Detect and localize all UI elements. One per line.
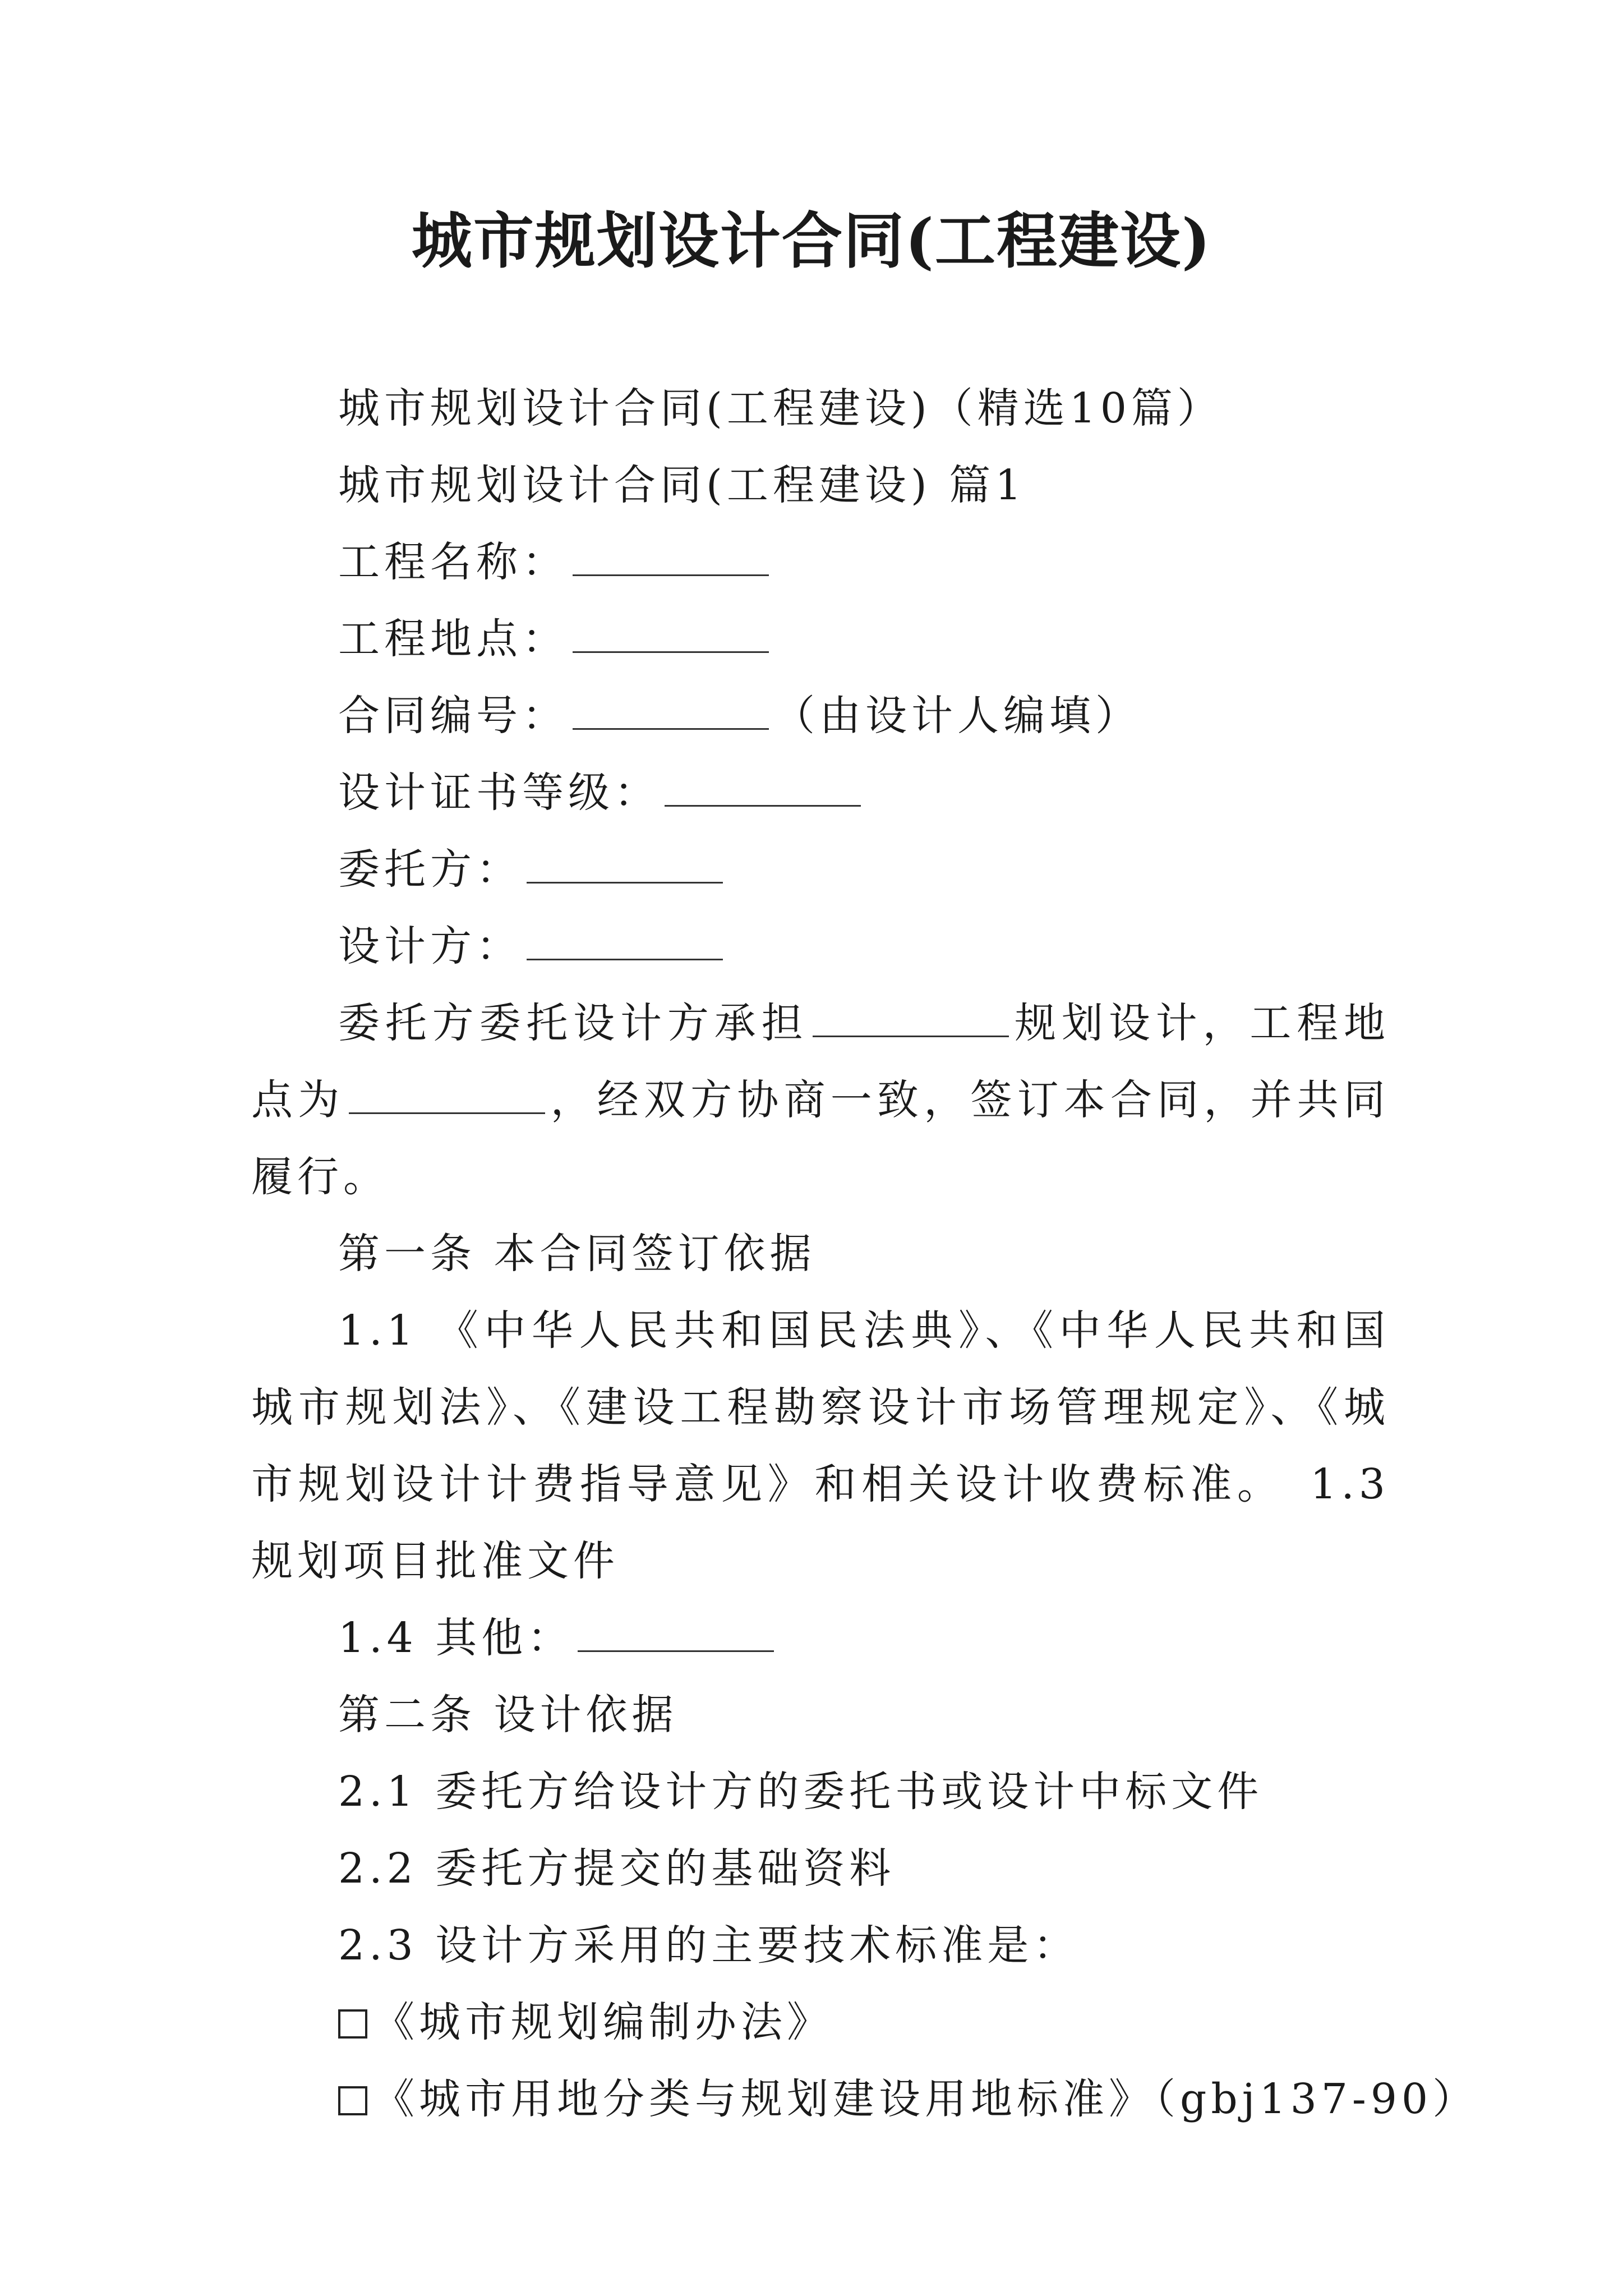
field-designer <box>251 908 1390 985</box>
paragraph-text: ，经双方协商一致，签订本合同，并共同履行。 <box>251 1076 1390 1201</box>
article-heading <box>251 1677 1390 1754</box>
checkbox-label: 《城市用地分类与规划建设用地标准》（gbj137-90） <box>373 2075 1479 2123</box>
field-client <box>251 831 1390 908</box>
fill-in-blank <box>573 619 769 653</box>
field-label: 设计方： <box>338 922 522 970</box>
field-label: 设计证书等级： <box>338 769 660 817</box>
paragraph-subtitle <box>251 370 1390 447</box>
document-body <box>251 370 1479 2138</box>
paragraph-commission <box>251 985 1390 1216</box>
fill-in-blank <box>813 1003 1009 1037</box>
paragraph-section-heading <box>251 447 1390 524</box>
list-item <box>251 1830 1390 1907</box>
paragraph-text: 委托方委托设计方承担 <box>338 999 809 1047</box>
field-label: 1.4 其他： <box>338 1614 574 1662</box>
fill-in-blank <box>578 1618 774 1652</box>
field-label: 工程地点： <box>338 615 568 663</box>
checkbox-icon[interactable] <box>338 2086 367 2115</box>
field-label: 合同编号： <box>338 692 568 740</box>
field-project-location <box>251 601 1390 678</box>
list-item <box>251 1907 1390 1984</box>
field-label: 工程名称： <box>338 538 568 586</box>
field-note: （由设计人编填） <box>773 692 1141 740</box>
paragraph-text: 城市规划设计合同(工程建设) 篇1 <box>338 461 1026 509</box>
document-title: 城市规划设计合同(工程建设) <box>411 206 1212 277</box>
paragraph-text: 城市规划设计合同(工程建设)（精选10篇） <box>338 384 1223 432</box>
field-label: 委托方： <box>338 845 522 894</box>
checkbox-icon[interactable] <box>338 2009 367 2039</box>
paragraph-text: 第一条 本合同签订依据 <box>338 1230 816 1278</box>
paragraph-text: 1.1 《中华人民共和国民法典》、《中华人民共和国城市规划法》、《建设工程勘察设计市场管理规定》、《城市规划设计计费指导意见》和相关设计收费标准。 1.3 规划项目批准文件 <box>251 1306 1390 1585</box>
field-project-name <box>251 524 1390 601</box>
fill-in-blank <box>527 849 723 884</box>
paragraph-legal-basis <box>251 1292 1390 1600</box>
fill-in-blank <box>665 772 861 807</box>
field-other <box>251 1600 1390 1677</box>
checkbox-label: 《城市规划编制办法》 <box>373 1998 833 2046</box>
fill-in-blank <box>527 926 723 960</box>
fill-in-blank <box>573 542 769 576</box>
field-contract-number <box>251 678 1390 754</box>
paragraph-text: 第二条 设计依据 <box>338 1691 678 1739</box>
checkbox-item <box>251 1984 1390 2061</box>
paragraph-text: 2.3 设计方采用的主要技术标准是： <box>338 1921 1080 1970</box>
paragraph-text: 2.1 委托方给设计方的委托书或设计中标文件 <box>338 1768 1264 1816</box>
fill-in-blank <box>349 1080 545 1114</box>
fill-in-blank <box>573 696 769 730</box>
paragraph-text: 规划设计，工程地点为 <box>251 999 1390 1124</box>
field-certificate-level <box>251 754 1390 831</box>
checkbox-item <box>251 2061 1479 2138</box>
list-item <box>251 1754 1390 1830</box>
article-heading <box>251 1216 1390 1292</box>
paragraph-text: 2.2 委托方提交的基础资料 <box>338 1844 896 1893</box>
